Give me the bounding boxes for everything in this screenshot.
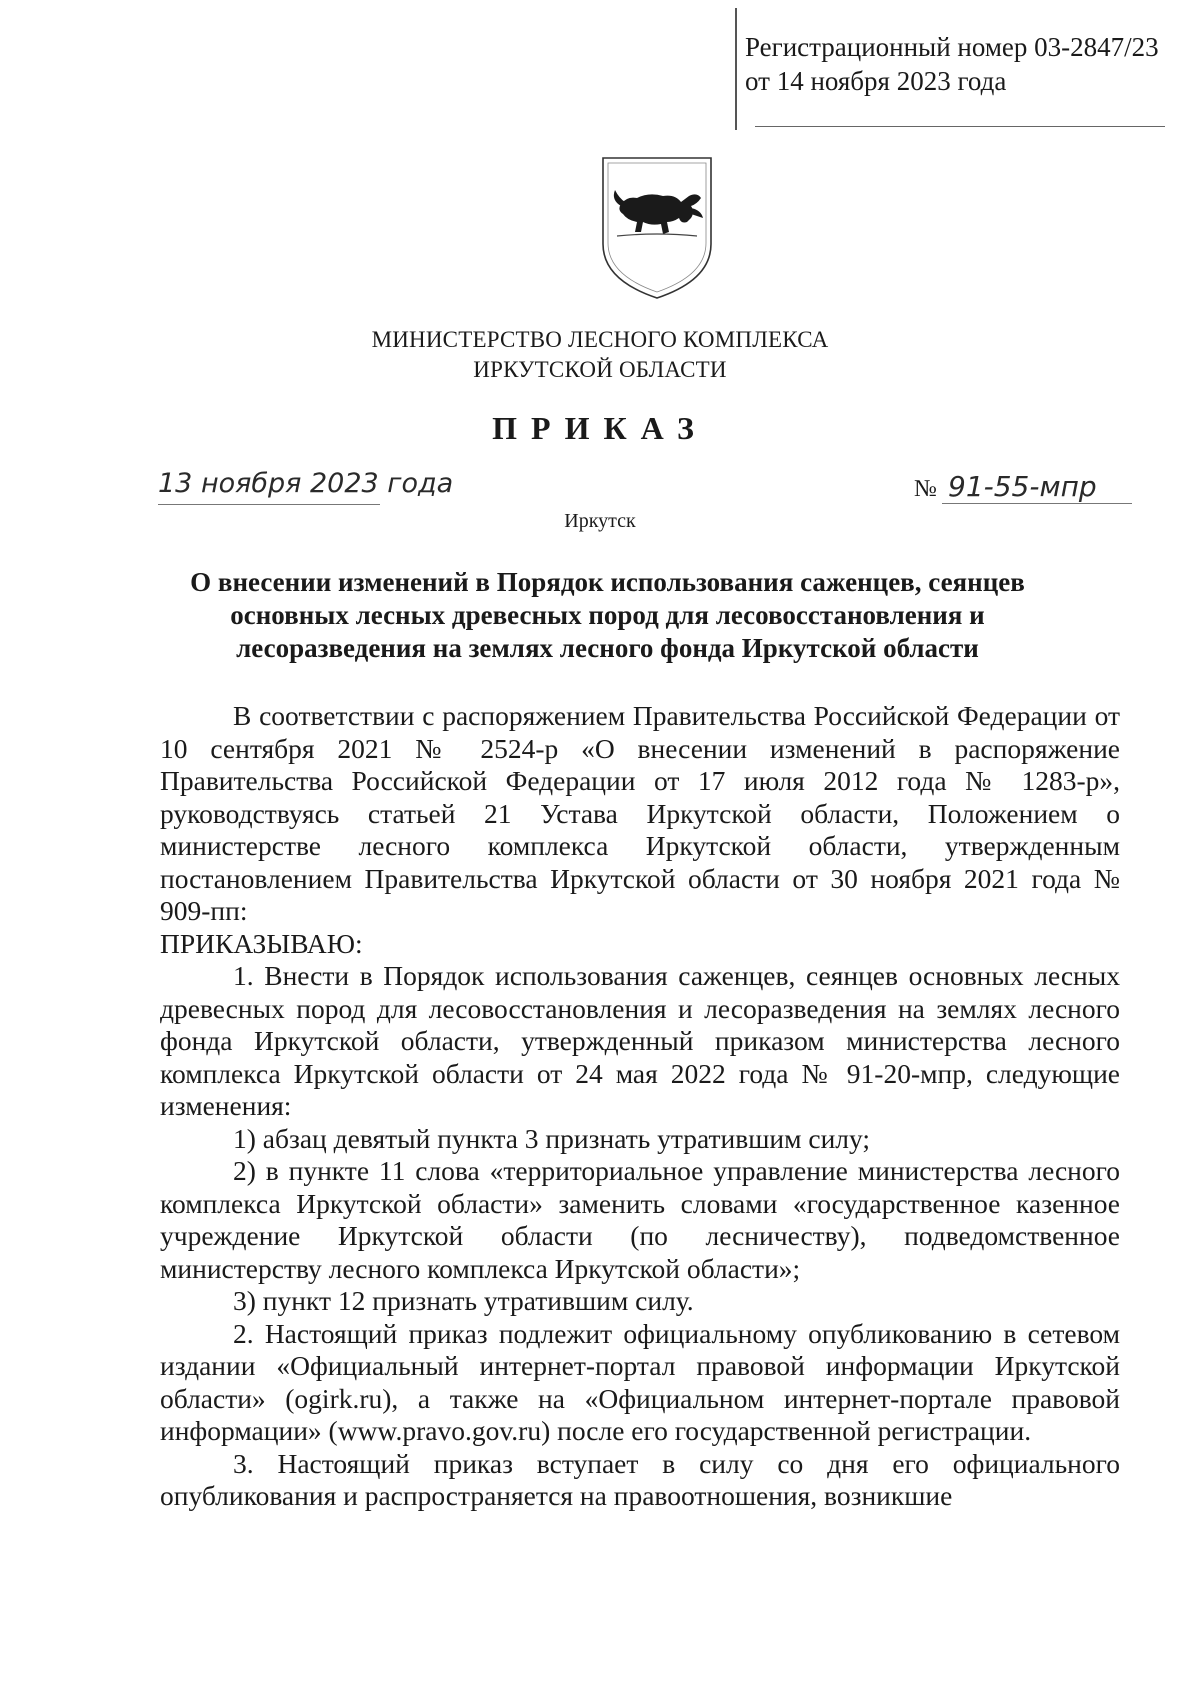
date-underline bbox=[158, 504, 380, 505]
registration-stamp bbox=[735, 8, 1190, 130]
ministry-line-1: МИНИСТЕРСТВО ЛЕСНОГО КОМПЛЕКСА bbox=[371, 327, 829, 352]
document-title: О внесении изменений в Порядок использования саженцев, сеянцев основных лесных древесных пород для лесовосстановления и лесоразведения на землях лесного фонда Иркутской области bbox=[190, 567, 1025, 663]
registration-number: Регистрационный номер 03-2847/23 bbox=[745, 32, 1159, 62]
clause-1: 1. Внести в Порядок использования саженцев, сеянцев основных лесных древесных пород для лесовосстановления и лесоразведения на землях лесного фонда Иркутской области, утвержденный приказом министерства лесного комплекса Иркутской области от 24 мая 2022 года № 91-20-мпр, следующие изменения: bbox=[160, 960, 1120, 1121]
city: Иркутск bbox=[564, 510, 636, 532]
clause-3: 3. Настоящий приказ вступает в силу со дня его официального опубликования и распространяется на правоотношения, возникшие bbox=[160, 1447, 1120, 1511]
ministry-name bbox=[0, 325, 1200, 385]
irkutsk-coat-of-arms-icon bbox=[597, 152, 717, 302]
handwritten-number: 91-55-мпр bbox=[948, 470, 1097, 503]
subclause-1: 1) абзац девятый пункта 3 признать утратившим силу; bbox=[233, 1122, 871, 1154]
preamble-paragraph: В соответствии с распоряжением Правительства Российской Федерации от 10 сентября 2021 № 2524-р «О внесении изменений в распоряжение Правительства Российской Федерации от 17 июля 2012 года № 1283-р», руководствуясь статьей 21 Устава Иркутской области, Положением о министерстве лесного комплекса Иркутской области, утвержденным постановлением Правительства Иркутской области от 30 ноября 2021 года № 909-пп: bbox=[160, 700, 1120, 926]
handwritten-date bbox=[158, 468, 454, 502]
number-underline bbox=[942, 503, 1132, 504]
number-sign: № bbox=[914, 476, 937, 502]
registration-date: от 14 ноября 2023 года bbox=[745, 66, 1007, 96]
order-word: ПРИКАЗЫВАЮ: bbox=[160, 927, 363, 959]
document-type: ПРИКАЗ bbox=[492, 410, 708, 446]
subclause-2: 2) в пункте 11 слова «территориальное управление министерства лесного комплекса Иркутской области» заменить словами «государственное казенное учреждение Иркутской области (по лесничеству), подведомственное министерству лесного комплекса Иркутской области»; bbox=[160, 1155, 1120, 1284]
stamp-bottom-border bbox=[755, 126, 1165, 127]
ministry-line-2: ИРКУТСКОЙ ОБЛАСТИ bbox=[473, 357, 727, 382]
stamp-left-border bbox=[735, 8, 737, 130]
registration-text bbox=[745, 30, 1159, 98]
handwritten-date-text: 13 ноября 2023 года bbox=[158, 468, 454, 499]
subclause-3: 3) пункт 12 признать утратившим силу. bbox=[233, 1285, 694, 1316]
clause-2: 2. Настоящий приказ подлежит официальному опубликованию в сетевом издании «Официальный интернет-портал правовой информации Иркутской области» (ogirk.ru), а также на «Официальном интернет-портале правовой информации» (www.pravo.gov.ru) после его государственной регистрации. bbox=[160, 1317, 1120, 1446]
document-body bbox=[160, 700, 1120, 1513]
